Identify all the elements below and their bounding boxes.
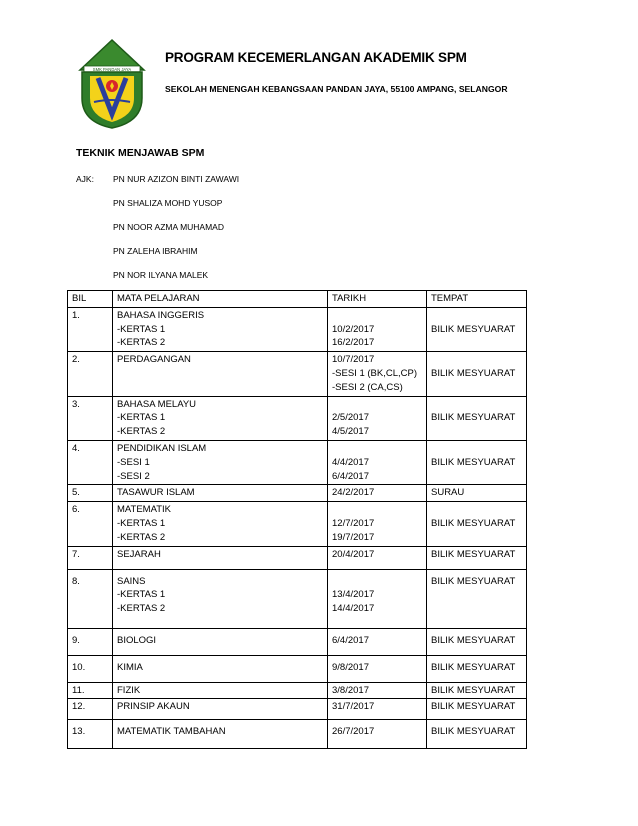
place-text: BILIK MESYUARAT [431,367,516,379]
date-line: 31/7/2017 [332,701,375,713]
subject-cell [113,440,328,484]
date-line: 9/8/2017 [332,661,369,673]
date-line: 13/4/2017 [332,589,375,601]
table-row [68,720,527,749]
ajk-member: PN NUR AZIZON BINTI ZAWAWI [113,174,240,184]
subject-line: BAHASA MELAYU [117,398,197,410]
place-cell [427,396,527,440]
subject-line: -KERTAS 1 [117,323,166,335]
subject-cell [113,546,328,569]
row-number [68,546,113,569]
header-subject: MATA PELAJARAN [113,291,328,308]
ajk-member: PN NOOR AZMA MUHAMAD [113,222,224,232]
date-cell [328,485,427,502]
row-number-text: 1. [72,309,80,321]
date-line: 6/4/2017 [332,470,369,482]
date-line: 19/7/2017 [332,531,375,543]
date-line: 10/2/2017 [332,323,375,335]
place-cell [427,546,527,569]
ajk-member: PN ZALEHA IBRAHIM [113,246,198,256]
date-line [332,503,426,517]
table-row [68,655,527,682]
date-cell [328,546,427,569]
table-row [68,699,527,720]
row-number-text: 10. [72,661,86,673]
place-text: BILIK MESYUARAT [431,456,516,468]
table-row [68,502,527,546]
row-number-text: 12. [72,701,86,713]
place-text: BILIK MESYUARAT [431,684,516,696]
ajk-member: PN NOR ILYANA MALEK [113,270,209,280]
header-date: TARIKH [328,291,427,308]
schedule-table-body [68,291,527,749]
place-text: BILIK MESYUARAT [431,661,516,673]
date-line: -SESI 2 (CA,CS) [332,381,403,393]
subject-cell [113,628,328,655]
date-line: 10/7/2017 [332,354,375,366]
subject-cell [113,699,328,720]
subject-line: -KERTAS 1 [117,589,166,601]
subject-cell [113,485,328,502]
place-cell [427,655,527,682]
table-row [68,546,527,569]
table-row [68,352,527,396]
place-cell [427,699,527,720]
date-cell [328,628,427,655]
subject-line: -KERTAS 1 [117,517,166,529]
subject-line: -SESI 1 [117,456,150,468]
table-row [68,396,527,440]
subject-line: BIOLOGI [117,634,157,646]
place-cell [427,307,527,351]
row-number [68,569,113,628]
row-number [68,485,113,502]
place-text: BILIK MESYUARAT [431,726,516,738]
subject-line: PENDIDIKAN ISLAM [117,442,207,454]
row-number-text: 7. [72,548,80,560]
row-number [68,502,113,546]
date-cell [328,352,427,396]
table-row [68,485,527,502]
date-line: 4/4/2017 [332,456,369,468]
subject-line: MATEMATIK [117,504,172,516]
date-cell [328,655,427,682]
date-line: 2/5/2017 [332,412,369,424]
crest-banner-text: SMK PANDAN JAYA [92,67,132,72]
subject-line: SAINS [117,575,146,587]
section-title: TEKNIK MENJAWAB SPM [76,147,205,159]
row-number [68,307,113,351]
row-number-text: 3. [72,398,80,410]
subject-cell [113,352,328,396]
date-cell [328,682,427,699]
subject-line: PERDAGANGAN [117,354,191,366]
table-row [68,569,527,628]
header-place: TEMPAT [427,291,527,308]
subject-line: -SESI 2 [117,470,150,482]
subject-line: -KERTAS 1 [117,412,166,424]
subject-cell [113,720,328,749]
row-number [68,352,113,396]
subject-line: -KERTAS 2 [117,337,166,349]
subject-line: -KERTAS 2 [117,603,166,615]
row-number-text: 6. [72,504,80,516]
row-number-text: 5. [72,487,80,499]
subject-cell [113,655,328,682]
subject-line: SEJARAH [117,548,161,560]
row-number [68,655,113,682]
subject-cell [113,502,328,546]
date-line: 12/7/2017 [332,517,375,529]
subject-line: -KERTAS 2 [117,531,166,543]
date-cell [328,502,427,546]
date-cell [328,569,427,628]
place-cell [427,682,527,699]
row-number [68,628,113,655]
place-text: BILIK MESYUARAT [431,412,516,424]
date-line: 24/2/2017 [332,487,375,499]
date-line: 20/4/2017 [332,548,375,560]
row-number [68,440,113,484]
table-row [68,628,527,655]
place-cell [427,628,527,655]
place-text: BILIK MESYUARAT [431,575,516,587]
date-line: 26/7/2017 [332,726,375,738]
date-line [332,309,426,323]
place-cell [427,502,527,546]
date-line: 3/8/2017 [332,684,369,696]
subject-line: BAHASA INGGERIS [117,309,205,321]
subject-cell [113,396,328,440]
subject-cell [113,569,328,628]
date-line [332,442,426,456]
subject-line: TASAWUR ISLAM [117,487,195,499]
row-number [68,396,113,440]
row-number [68,682,113,699]
date-line: 4/5/2017 [332,426,369,438]
subject-line: MATEMATIK TAMBAHAN [117,726,226,738]
date-cell [328,699,427,720]
place-cell [427,352,527,396]
place-cell [427,485,527,502]
table-row [68,682,527,699]
place-text: BILIK MESYUARAT [431,517,516,529]
ajk-member: PN SHALIZA MOHD YUSOP [113,198,223,208]
date-line: 14/4/2017 [332,603,375,615]
table-row [68,307,527,351]
subject-cell [113,307,328,351]
school-crest-logo [76,38,148,130]
date-line: 6/4/2017 [332,634,369,646]
subject-line: FIZIK [117,684,141,696]
table-row [68,440,527,484]
row-number [68,720,113,749]
date-cell [328,396,427,440]
page-title: PROGRAM KECEMERLANGAN AKADEMIK SPM [165,50,467,65]
place-cell [427,720,527,749]
place-cell [427,440,527,484]
date-cell [328,307,427,351]
date-line: 16/2/2017 [332,337,375,349]
place-text: BILIK MESYUARAT [431,548,516,560]
date-line [332,575,426,589]
school-address: SEKOLAH MENENGAH KEBANGSAAN PANDAN JAYA, 55100 AMPANG, SELANGOR [165,84,508,94]
place-text: BILIK MESYUARAT [431,634,516,646]
date-cell [328,440,427,484]
place-text: BILIK MESYUARAT [431,701,516,713]
table-header-row [68,291,527,308]
subject-cell [113,682,328,699]
date-line: -SESI 1 (BK,CL,CP) [332,367,417,379]
place-text: SURAU [431,487,465,499]
row-number-text: 2. [72,354,80,366]
date-cell [328,720,427,749]
row-number-text: 4. [72,442,80,454]
row-number [68,699,113,720]
subject-line: PRINSIP AKAUN [117,701,190,713]
row-number-text: 9. [72,634,80,646]
row-number-text: 11. [72,684,85,696]
date-line [332,398,426,412]
subject-line: -KERTAS 2 [117,426,166,438]
subject-line: KIMIA [117,661,143,673]
schedule-table [67,290,527,749]
ajk-label: AJK: [76,174,94,184]
row-number-text: 8. [72,575,80,587]
header-bil: BIL [68,291,113,308]
place-cell [427,569,527,628]
place-text: BILIK MESYUARAT [431,323,516,335]
row-number-text: 13. [72,726,86,738]
